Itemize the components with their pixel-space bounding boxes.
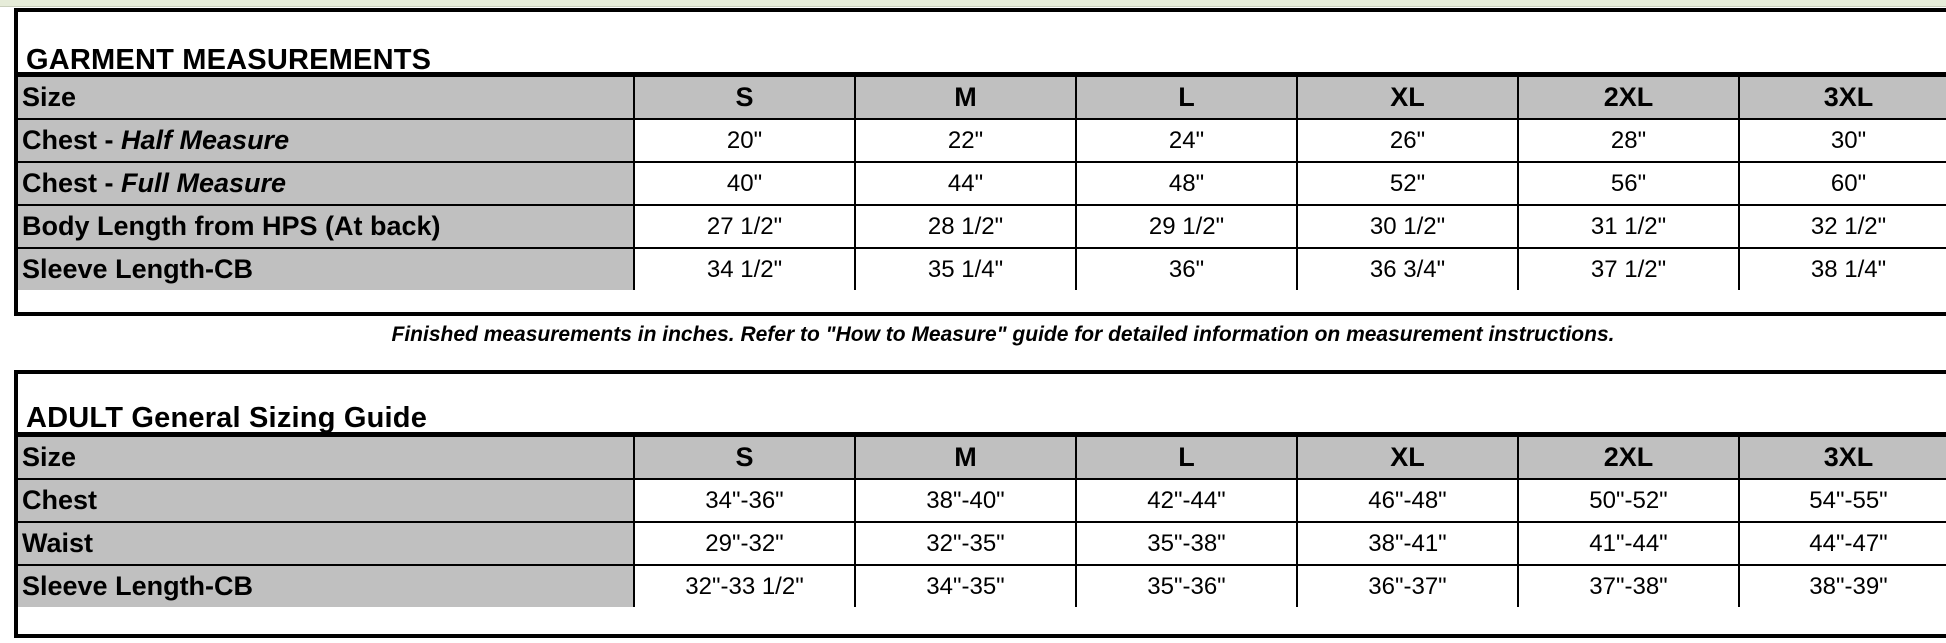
table-header-row bbox=[18, 77, 1946, 119]
row-label bbox=[18, 162, 634, 205]
size-column-header: 2XL bbox=[1518, 437, 1739, 479]
table-cell: 26" bbox=[1297, 119, 1518, 162]
garment-measurements-table bbox=[14, 8, 1946, 316]
row-label: Waist bbox=[18, 522, 634, 565]
table-cell: 20" bbox=[634, 119, 855, 162]
table-cell: 22" bbox=[855, 119, 1076, 162]
size-column-header: L bbox=[1076, 77, 1297, 119]
table-cell: 35"-36" bbox=[1076, 565, 1297, 607]
table-cell: 30" bbox=[1739, 119, 1946, 162]
table-cell: 38 1/4" bbox=[1739, 248, 1946, 290]
table-cell: 46"-48" bbox=[1297, 479, 1518, 522]
table-cell: 41"-44" bbox=[1518, 522, 1739, 565]
size-column-header: XL bbox=[1297, 437, 1518, 479]
table-cell: 37"-38" bbox=[1518, 565, 1739, 607]
table-row bbox=[18, 565, 1946, 607]
adult-grid bbox=[18, 437, 1946, 607]
table-cell: 54"-55" bbox=[1739, 479, 1946, 522]
row-label-main: Chest - bbox=[22, 168, 122, 198]
table-cell: 30 1/2" bbox=[1297, 205, 1518, 248]
table-cell: 34"-36" bbox=[634, 479, 855, 522]
table-cell: 36 3/4" bbox=[1297, 248, 1518, 290]
table-cell: 35 1/4" bbox=[855, 248, 1076, 290]
row-label-main: Chest - bbox=[22, 125, 122, 155]
table-cell: 42"-44" bbox=[1076, 479, 1297, 522]
table-cell: 48" bbox=[1076, 162, 1297, 205]
size-column-header: S bbox=[634, 437, 855, 479]
size-column-header: S bbox=[634, 77, 855, 119]
table-cell: 35"-38" bbox=[1076, 522, 1297, 565]
size-header: Size bbox=[18, 437, 634, 479]
size-column-header: L bbox=[1076, 437, 1297, 479]
row-label bbox=[18, 248, 634, 290]
table-cell: 52" bbox=[1297, 162, 1518, 205]
table-row bbox=[18, 248, 1946, 290]
table-row bbox=[18, 479, 1946, 522]
size-column-header: M bbox=[855, 77, 1076, 119]
row-label bbox=[18, 119, 634, 162]
table-cell: 28 1/2" bbox=[855, 205, 1076, 248]
table-cell: 40" bbox=[634, 162, 855, 205]
table-cell: 32 1/2" bbox=[1739, 205, 1946, 248]
adult-sizing-table bbox=[14, 370, 1946, 638]
table-cell: 38"-39" bbox=[1739, 565, 1946, 607]
table-cell: 38"-41" bbox=[1297, 522, 1518, 565]
table-cell: 36"-37" bbox=[1297, 565, 1518, 607]
table-cell: 31 1/2" bbox=[1518, 205, 1739, 248]
size-header: Size bbox=[18, 77, 634, 119]
table-cell: 60" bbox=[1739, 162, 1946, 205]
size-column-header: M bbox=[855, 437, 1076, 479]
row-label-emphasis: Full Measure bbox=[121, 168, 287, 198]
table-row bbox=[18, 162, 1946, 205]
garment-measurements-title: GARMENT MEASUREMENTS bbox=[18, 12, 1946, 77]
top-border-strip bbox=[0, 0, 1946, 7]
size-column-header: 2XL bbox=[1518, 77, 1739, 119]
adult-sizing-title: ADULT General Sizing Guide bbox=[18, 374, 1946, 437]
size-column-header: XL bbox=[1297, 77, 1518, 119]
table-cell: 34"-35" bbox=[855, 565, 1076, 607]
row-label: Sleeve Length-CB bbox=[18, 565, 634, 607]
row-label-main: Sleeve Length-CB bbox=[22, 254, 254, 284]
row-label bbox=[18, 205, 634, 248]
table-cell: 27 1/2" bbox=[634, 205, 855, 248]
table-cell: 37 1/2" bbox=[1518, 248, 1739, 290]
table-cell: 56" bbox=[1518, 162, 1739, 205]
table-cell: 24" bbox=[1076, 119, 1297, 162]
table-cell: 32"-33 1/2" bbox=[634, 565, 855, 607]
table-cell: 32"-35" bbox=[855, 522, 1076, 565]
row-label-main: Body Length from HPS (At back) bbox=[22, 211, 441, 241]
size-column-header: 3XL bbox=[1739, 77, 1946, 119]
row-label-emphasis: Half Measure bbox=[121, 125, 290, 155]
table-cell: 44" bbox=[855, 162, 1076, 205]
table-row bbox=[18, 522, 1946, 565]
table-header-row bbox=[18, 437, 1946, 479]
table-cell: 29 1/2" bbox=[1076, 205, 1297, 248]
table-cell: 50"-52" bbox=[1518, 479, 1739, 522]
table-cell: 34 1/2" bbox=[634, 248, 855, 290]
table-row bbox=[18, 119, 1946, 162]
table-row bbox=[18, 205, 1946, 248]
table-cell: 36" bbox=[1076, 248, 1297, 290]
table-cell: 29"-32" bbox=[634, 522, 855, 565]
measurement-note: Finished measurements in inches. Refer to "How to Measure" guide for detailed information on measurement instructions. bbox=[391, 323, 1615, 346]
row-label: Chest bbox=[18, 479, 634, 522]
size-column-header: 3XL bbox=[1739, 437, 1946, 479]
table-cell: 38"-40" bbox=[855, 479, 1076, 522]
table-cell: 28" bbox=[1518, 119, 1739, 162]
garment-grid bbox=[18, 77, 1946, 290]
table-cell: 44"-47" bbox=[1739, 522, 1946, 565]
